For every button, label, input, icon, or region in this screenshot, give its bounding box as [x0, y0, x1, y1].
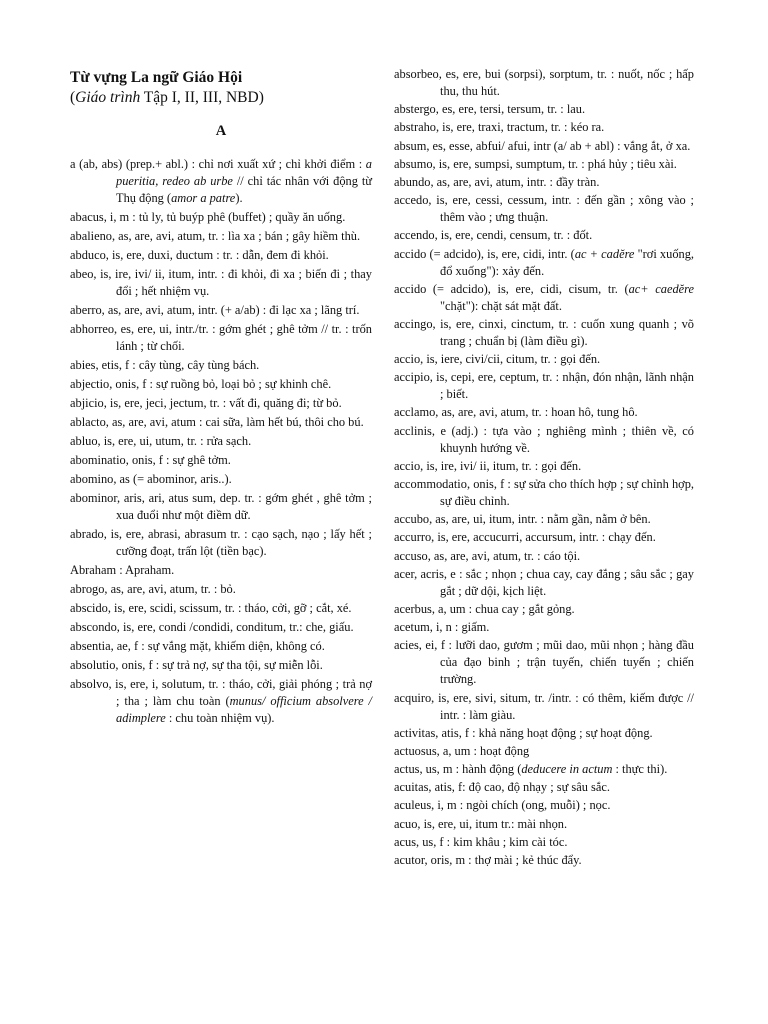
entry-text: abominor, aris, ari, atus sum, dep. tr. : gớm ghét , ghê tởm ; xua đuổi như một điềm dữ.	[70, 491, 372, 522]
entry-text: accipio, is, cepi, ere, ceptum, tr. : nhận, đón nhận, lãnh nhận ; biết.	[394, 370, 694, 402]
entry-example-italic: deducere in actum	[521, 762, 613, 777]
page-title: Từ vựng La ngữ Giáo Hội	[70, 69, 243, 86]
entry-text: actuosus, a, um : hoạt động	[394, 743, 530, 758]
dictionary-entry	[394, 816, 694, 833]
dictionary-entry	[70, 471, 372, 488]
entry-text: "chặt"): chặt sát mặt đất.	[440, 298, 562, 313]
dictionary-entry	[70, 376, 372, 393]
entry-text: abluo, is, ere, ui, utum, tr. : rửa sạch.	[70, 434, 252, 448]
dictionary-entry	[70, 266, 372, 300]
entry-text: "rơi xuống, đổ xuống"): xảy đến.	[440, 246, 695, 278]
entry-text: activitas, atis, f : khả năng hoạt động ; sự hoạt động.	[394, 725, 653, 740]
entry-text: absum, es, esse, abfui/ afui, intr (a/ ab + abl) : vắng ắt, ở xa.	[394, 138, 691, 153]
dictionary-entry	[394, 281, 694, 315]
dictionary-entry	[70, 321, 372, 355]
entry-text: abomino, as (= abominor, aris..).	[70, 472, 232, 486]
dictionary-entry	[70, 562, 372, 579]
entry-text: accuso, as, are, avi, atum, tr. : cáo tội.	[394, 548, 581, 563]
dictionary-entry	[394, 511, 694, 528]
entry-text: Abraham : Apraham.	[70, 563, 175, 577]
dictionary-entry	[70, 581, 372, 598]
dictionary-entry	[394, 192, 694, 226]
dictionary-entry	[394, 369, 694, 403]
entry-text: abstergo, es, ere, tersi, tersum, tr. : lau.	[394, 102, 586, 117]
dictionary-entry	[394, 316, 694, 350]
dictionary-entry	[394, 852, 694, 869]
entry-text: actus, us, m : hành động (	[394, 762, 522, 777]
entry-text: a (ab, abs) (prep.+ abl.) : chỉ nơi xuất xứ ; chỉ khởi điểm :	[70, 157, 366, 171]
dictionary-entry	[394, 725, 694, 742]
entry-text: acerbus, a, um : chua cay ; gắt gỏng.	[394, 601, 575, 616]
dictionary-entry	[70, 600, 372, 617]
entry-text: acetum, i, n : giấm.	[394, 620, 490, 635]
entry-text: aculeus, i, m : ngòi chích (ong, muỗi) ; nọc.	[394, 798, 611, 813]
entry-text: : thực thi).	[612, 762, 668, 777]
entry-text: accido (= adcido), is, ere, cidi, cisum, tr. (	[394, 281, 629, 296]
entry-text: abies, etis, f : cây tùng, cây tùng bách.	[70, 358, 260, 372]
entry-text: accio, is, iere, civi/cii, citum, tr. : gọi đến.	[394, 352, 601, 367]
dictionary-entry	[394, 227, 694, 244]
entry-text: accido (= adcido), is, ere, cidi, intr. (	[394, 246, 575, 261]
entry-text: accurro, is, ere, accucurri, accursum, intr. : chạy đến.	[394, 530, 656, 545]
subtitle-paren: (	[70, 89, 76, 106]
dictionary-entry	[394, 834, 694, 851]
entry-text: acies, ei, f : lưỡi dao, gươm ; mũi dao, mũi nhọn ; hàng đầu của đạo binh ; trận tuyến, chiến tuyến ; chiến trường.	[394, 638, 694, 687]
dictionary-entry	[394, 529, 694, 546]
left-entry-list	[70, 156, 372, 727]
entry-text: abscido, is, ere, scidi, scissum, tr. : tháo, cởi, gỡ ; cắt, xé.	[70, 601, 352, 615]
entry-text: abhorreo, es, ere, ui, intr./tr. : gớm ghét ; ghê tởm // tr. : trốn lánh ; từ chối.	[70, 322, 372, 353]
dictionary-entry	[394, 458, 694, 475]
entry-text: accio, is, ire, ivi/ ii, itum, tr. : gọi đến.	[394, 458, 582, 473]
dictionary-entry	[394, 797, 694, 814]
entry-text: abrado, is, ere, abrasi, abrasum tr. : cạo sạch, nạo ; lấy hết ; cưỡng đoạt, trấn lột (tiền bạc).	[70, 527, 372, 558]
dictionary-entry	[70, 414, 372, 431]
entry-example-italic: ac + cadĕre	[574, 246, 635, 261]
subtitle-rest: Tập I, II, III, NBD)	[140, 89, 264, 106]
dictionary-entry	[70, 395, 372, 412]
dictionary-entry	[394, 476, 694, 510]
dictionary-entry	[394, 761, 694, 778]
entry-text: absolvo, is, ere, i, solutum, tr. : tháo, cởi, giải phóng ; trả nợ ; tha ; làm chu toàn (	[70, 677, 372, 708]
dictionary-entry	[70, 247, 372, 264]
dictionary-entry	[70, 638, 372, 655]
entry-text: acclinis, e (adj.) : tựa vào ; nghiêng mình ; thiên về, có khuynh hướng về.	[394, 423, 694, 455]
entry-text: accedo, is, ere, cessi, cessum, intr. : đến gần ; xông vào ; thêm vào ; ưng thuận.	[394, 193, 694, 225]
dictionary-entry	[394, 101, 694, 118]
dictionary-entry	[70, 657, 372, 674]
dictionary-entry	[394, 566, 694, 600]
page-subtitle	[70, 88, 372, 108]
entry-text: abjectio, onis, f : sự ruồng bỏ, loại bỏ ; sự khinh chê.	[70, 377, 332, 391]
entry-example-italic: ac+ caedĕre	[628, 281, 695, 296]
dictionary-entry	[394, 548, 694, 565]
dictionary-entry	[394, 351, 694, 368]
dictionary-entry	[394, 156, 694, 173]
right-column	[394, 66, 694, 870]
dictionary-entry	[394, 404, 694, 421]
entry-text: absolutio, onis, f : sự trả nợ, sự tha tội, sự miễn lỗi.	[70, 658, 323, 672]
dictionary-entry	[70, 228, 372, 245]
dictionary-entry	[70, 209, 372, 226]
dictionary-entry	[70, 156, 372, 207]
left-column	[70, 66, 372, 729]
entry-text: // chỉ tác nhân với động từ Thụ động (	[116, 174, 372, 205]
entry-text: acer, acris, e : sắc ; nhọn ; chua cay, cay đắng ; sâu sắc ; gay gắt ; dữ dội, kịch liệt.	[394, 566, 694, 598]
entry-text: absorbeo, es, ere, bui (sorpsi), sorptum, tr. : nuốt, nốc ; hấp thu, thu hút.	[394, 67, 694, 98]
dictionary-entry	[394, 601, 694, 618]
entry-text: acus, us, f : kim khâu ; kim cài tóc.	[394, 834, 568, 849]
entry-text: abduco, is, ere, duxi, ductum : tr. : dẫn, đem đi khỏi.	[70, 248, 329, 262]
entry-example-italic: amor a patre	[171, 191, 236, 205]
dictionary-entry	[394, 779, 694, 796]
entry-text: acquiro, is, ere, sivi, situm, tr. /intr. : có thêm, kiếm được // intr. : làm giàu.	[394, 690, 694, 722]
entry-text: accommodatio, onis, f : sự sửa cho thích hợp ; sự chỉnh hợp, sự điều chỉnh.	[394, 477, 694, 508]
entry-text: abeo, is, ire, ivi/ ii, itum, intr. : đi khỏi, đi xa ; biến đi ; thay đổi ; hết nhiệm vụ.	[70, 267, 372, 298]
entry-text: absentia, ae, f : sự vắng mặt, khiếm diện, không có.	[70, 639, 325, 653]
entry-text: aberro, as, are, avi, atum, intr. (+ a/ab) : đi lạc xa ; lãng trí.	[70, 303, 360, 317]
dictionary-entry	[70, 452, 372, 469]
subtitle-italic: Giáo trình	[75, 89, 141, 106]
dictionary-entry	[394, 246, 694, 280]
dictionary-entry	[394, 423, 694, 457]
dictionary-entry	[70, 302, 372, 319]
section-letter: A	[215, 123, 227, 139]
dictionary-entry	[394, 743, 694, 760]
dictionary-entry	[70, 619, 372, 636]
entry-text: acuitas, atis, f: độ cao, độ nhạy ; sự sâu sắc.	[394, 780, 610, 795]
entry-example-italic: munus/ officium absolvere / adimplere	[116, 694, 372, 725]
entry-text: : chu toàn nhiệm vụ).	[165, 711, 275, 725]
entry-text: abominatio, onis, f : sự ghê tởm.	[70, 453, 231, 467]
dictionary-entry	[394, 119, 694, 136]
right-entry-list	[394, 66, 694, 869]
dictionary-entry	[70, 433, 372, 450]
entry-text: acutor, oris, m : thợ mài ; kẻ thúc đẩy.	[394, 853, 582, 867]
entry-text: accubo, as, are, ui, itum, intr. : nằm gần, nằm ở bên.	[394, 512, 651, 527]
entry-text: accingo, is, ere, cinxi, cinctum, tr. : cuốn xung quanh ; võ trang ; chuẩn bị (làm điều gì).	[394, 316, 694, 348]
entry-text: absumo, is, ere, sumpsi, sumptum, tr. : phá hủy ; tiêu xài.	[394, 156, 677, 171]
entry-text: accendo, is, ere, cendi, censum, tr. : đốt.	[394, 228, 593, 243]
entry-text: ablacto, as, are, avi, atum : cai sữa, làm hết bú, thôi cho bú.	[70, 415, 364, 429]
entry-text: abscondo, is, ere, condi /condidi, conditum, tr.: che, giấu.	[70, 620, 354, 634]
entry-text: ).	[235, 191, 243, 205]
dictionary-entry	[394, 637, 694, 688]
dictionary-entry	[394, 66, 694, 100]
dictionary-entry	[394, 690, 694, 724]
entry-text: acuo, is, ere, ui, itum tr.: mài nhọn.	[394, 816, 568, 831]
entry-text: acclamo, as, are, avi, atum, tr. : hoan hô, tung hô.	[394, 405, 638, 420]
entry-example-italic: a pueritia, redeo ab urbe	[116, 157, 372, 188]
entry-text: abstraho, is, ere, traxi, tractum, tr. : kéo ra.	[394, 120, 605, 135]
entry-text: abjicio, is, ere, jeci, jectum, tr. : vất đi, quăng đi; từ bỏ.	[70, 396, 342, 410]
entry-text: abalieno, as, are, avi, atum, tr. : lìa xa ; bán ; gây hiềm thù.	[70, 229, 361, 243]
dictionary-entry	[70, 490, 372, 524]
dictionary-entry	[70, 526, 372, 560]
entry-text: abundo, as, are, avi, atum, intr. : đầy tràn.	[394, 174, 600, 189]
dictionary-entry	[70, 357, 372, 374]
dictionary-entry	[394, 174, 694, 191]
dictionary-entry	[394, 619, 694, 636]
dictionary-entry	[394, 138, 694, 155]
dictionary-entry	[70, 676, 372, 727]
entry-text: abacus, i, m : tủ ly, tủ buýp phê (buffet) ; quầy ăn uống.	[70, 210, 346, 224]
entry-text: abrogo, as, are, avi, atum, tr. : bỏ.	[70, 582, 236, 596]
